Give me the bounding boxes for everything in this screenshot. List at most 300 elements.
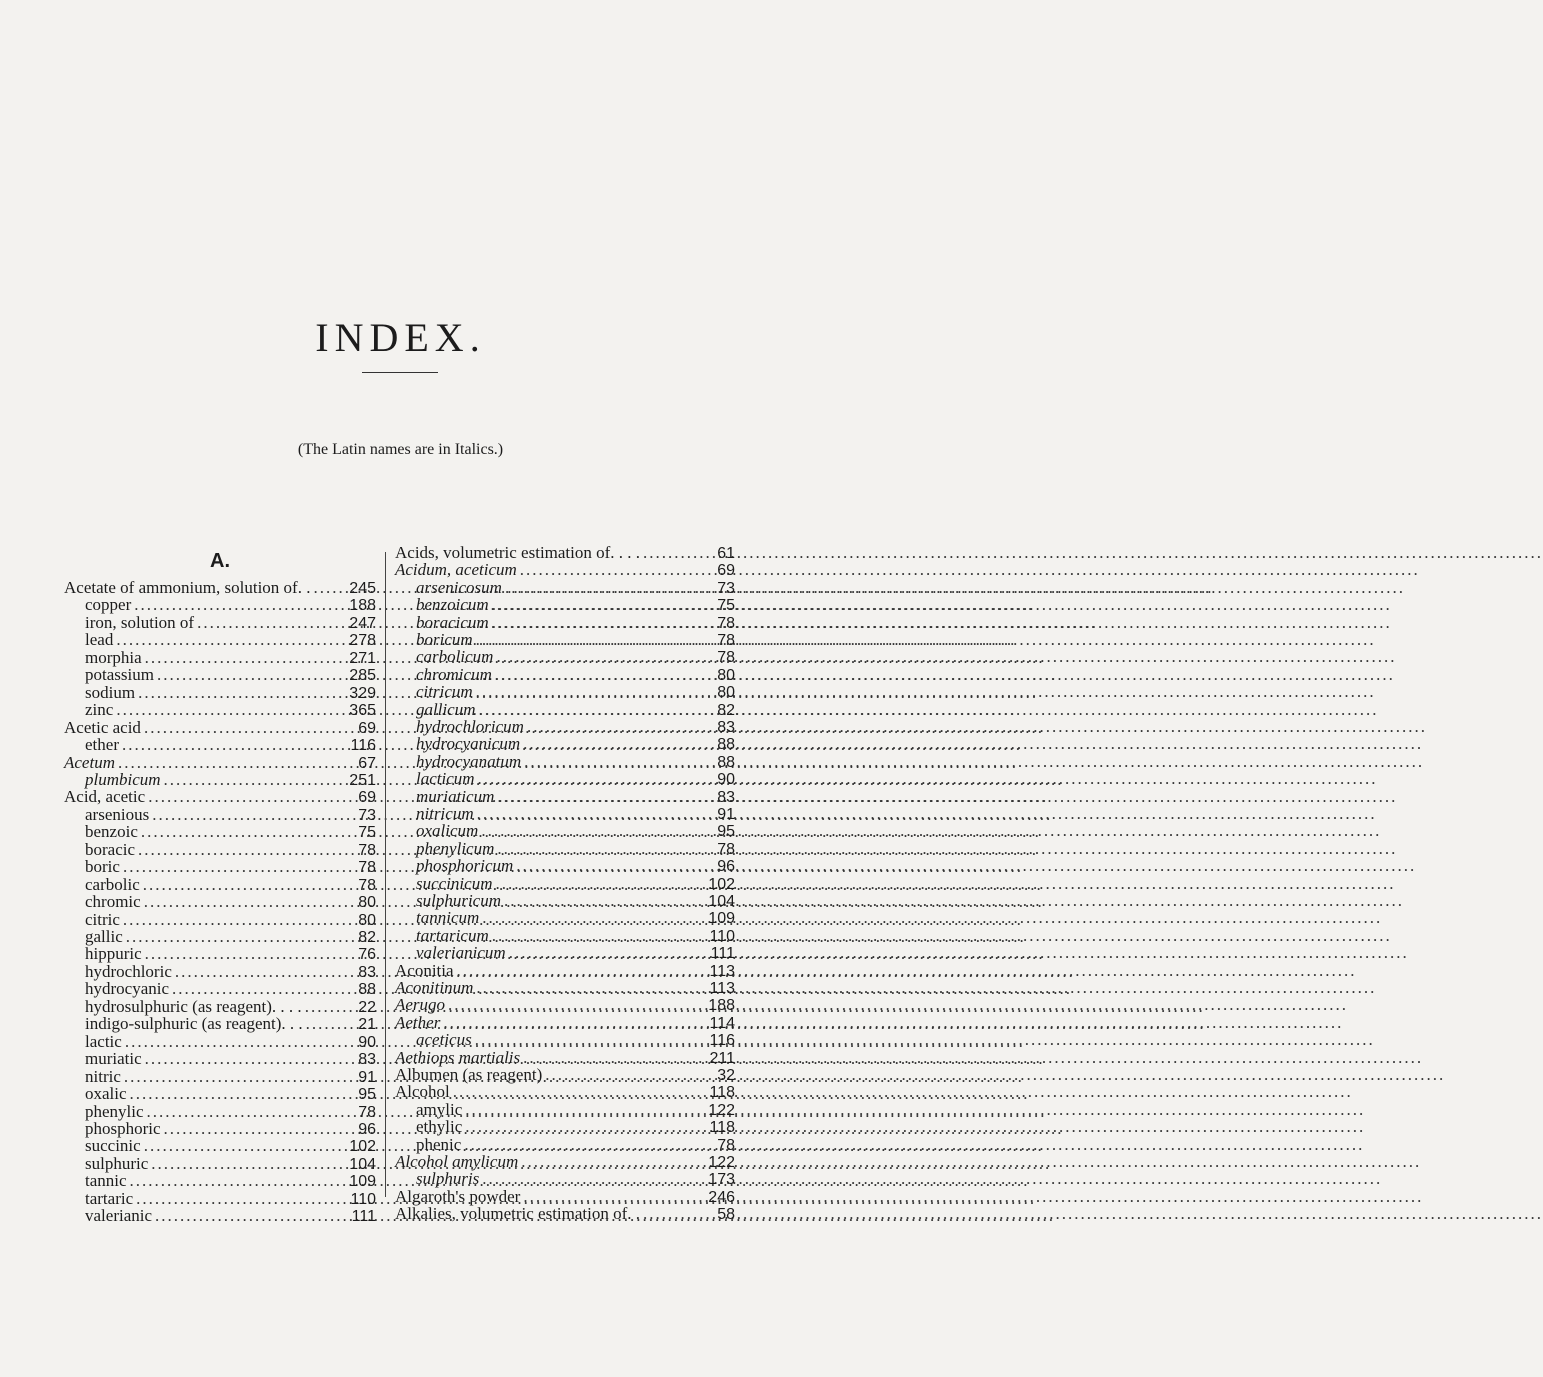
dot-leader (116, 700, 346, 719)
index-term: phenylicum (416, 838, 495, 858)
index-entry (395, 804, 735, 823)
index-entry (64, 1032, 376, 1051)
page-number: 110 (709, 927, 735, 945)
index-term: Acetum (64, 752, 115, 772)
index-term: tartaricum (416, 925, 489, 945)
index-entry (64, 875, 376, 894)
index-term: Aconitia (395, 960, 454, 980)
index-term: valerianic (85, 1206, 153, 1226)
page-number: 278 (349, 632, 376, 650)
index-entry (395, 1100, 735, 1119)
index-term: Albumen (as reagent) (395, 1065, 543, 1084)
page-number: 113 (709, 980, 735, 997)
page-number: 75 (358, 824, 376, 842)
index-entry (395, 1117, 735, 1136)
index-entry (395, 787, 735, 806)
dot-leader (197, 613, 346, 632)
dot-leader (477, 804, 715, 823)
index-entry (64, 1049, 376, 1068)
page-number: 78 (717, 614, 735, 632)
page-number: 82 (717, 701, 735, 719)
index-term: succinic (85, 1136, 141, 1156)
index-term: carbolicum (416, 647, 494, 667)
page-number: 90 (717, 771, 735, 789)
page-number: 90 (358, 1033, 376, 1051)
page-number: 365 (349, 702, 376, 720)
page-number: 78 (358, 876, 376, 894)
index-entry (64, 1136, 376, 1155)
page-number: 67 (358, 754, 376, 772)
dot-leader (148, 787, 355, 806)
index-entry (64, 718, 376, 737)
index-entry (395, 1187, 735, 1206)
index-term: boricum (416, 630, 473, 649)
index-term: potassium (85, 665, 154, 685)
page-number: 173 (708, 1171, 735, 1189)
index-entry (64, 962, 376, 981)
index-entry (395, 543, 735, 562)
dot-leader (306, 1014, 356, 1033)
index-term: boracic (85, 839, 136, 859)
index-entry (395, 978, 735, 997)
dot-leader (172, 979, 355, 998)
index-entry (395, 926, 735, 945)
dot-leader (124, 1067, 355, 1086)
page-number: 80 (717, 666, 735, 684)
page-number: 76 (358, 946, 376, 964)
dot-leader (175, 962, 355, 981)
index-entry (395, 630, 735, 649)
index-entry (395, 1135, 735, 1154)
dot-leader (147, 1102, 356, 1121)
index-term: sulphuricum (416, 891, 501, 910)
page-number: 246 (708, 1188, 735, 1206)
page-number: 88 (358, 981, 376, 999)
page-number: 69 (717, 562, 735, 580)
index-entry (64, 1171, 376, 1190)
index-term: muriatic (85, 1049, 142, 1069)
index-entry (64, 857, 376, 876)
index-term: copper (85, 595, 132, 615)
index-term: Aethiops martialis (395, 1047, 521, 1067)
page-number: 111 (710, 945, 735, 963)
index-entry (395, 1082, 735, 1101)
dot-leader (457, 961, 707, 980)
index-term: lacticum (416, 769, 475, 789)
dot-leader (443, 1013, 706, 1032)
dot-leader (492, 926, 707, 945)
index-term: phenic (416, 1134, 462, 1154)
index-entry (395, 578, 735, 597)
page-number: 329 (349, 684, 376, 702)
dot-leader (136, 1189, 347, 1208)
dot-leader (643, 1204, 714, 1223)
dot-leader (144, 1136, 347, 1155)
page-number: 109 (349, 1173, 376, 1191)
index-entry (64, 927, 376, 946)
page-number: 91 (358, 1068, 376, 1086)
page-number: 22 (358, 998, 376, 1016)
page-number: 78 (358, 859, 376, 877)
dot-leader (479, 700, 715, 719)
index-entry (395, 717, 735, 736)
index-entry (64, 892, 376, 911)
dot-leader (478, 769, 715, 788)
index-entry (395, 856, 735, 875)
index-term: Alkalies, volumetric estimation of. . (395, 1204, 641, 1224)
dot-leader (125, 1032, 355, 1051)
dot-leader (464, 1135, 714, 1154)
page-number: 102 (349, 1138, 376, 1156)
dot-leader (138, 683, 346, 702)
index-term: tartaric (85, 1188, 134, 1208)
dot-leader (126, 927, 355, 946)
index-entry (395, 769, 735, 788)
dot-leader (155, 1206, 349, 1225)
page-number: 116 (350, 737, 376, 755)
page-number: 247 (349, 614, 376, 632)
page-number: 82 (358, 929, 376, 946)
index-term: sodium (85, 682, 136, 702)
dot-leader (524, 752, 714, 771)
subtitle-note: (The Latin names are in Italics.) (297, 441, 504, 458)
index-entry (395, 560, 735, 579)
page-number: 111 (351, 1208, 376, 1226)
page-number: 61 (717, 545, 735, 562)
index-term: Acidum, aceticum (395, 560, 517, 580)
page-number: 69 (358, 719, 376, 737)
index-term: succinicum (416, 873, 493, 893)
index-term: gallic (85, 927, 123, 946)
index-entry (64, 753, 376, 772)
dot-leader (144, 718, 355, 737)
index-entry (395, 961, 735, 980)
dot-leader (505, 578, 714, 597)
dot-leader (545, 1065, 714, 1084)
page-number: 251 (349, 771, 376, 789)
index-term: lactic (85, 1031, 122, 1051)
index-term: ether (85, 735, 119, 755)
index-term: Acetic acid (64, 717, 141, 737)
dot-leader (145, 648, 347, 667)
page-number: 96 (358, 1120, 376, 1138)
index-entry (64, 1084, 376, 1103)
dot-leader (481, 821, 714, 840)
index-term: gallicum (416, 699, 476, 719)
dot-leader (492, 613, 714, 632)
index-term: boracicum (416, 612, 489, 632)
index-term: valerianicum (416, 943, 506, 963)
index-term: tannicum (416, 908, 480, 928)
dot-leader (164, 1119, 356, 1138)
dot-leader (122, 735, 348, 754)
index-term: muriaticum (416, 786, 495, 806)
page-number: 78 (358, 1103, 376, 1121)
index-entry (395, 682, 735, 701)
index-entry (64, 1189, 376, 1208)
index-entry (64, 840, 376, 859)
dot-leader (476, 978, 706, 997)
index-term: hydrochloricum (416, 717, 524, 736)
index-term: phosphoric (85, 1118, 161, 1138)
dot-leader (123, 910, 355, 929)
page-number: 188 (349, 597, 376, 615)
dot-leader (523, 1187, 705, 1206)
index-term: benzoicum (416, 595, 489, 615)
dot-leader (465, 1117, 706, 1136)
index-term: hydrocyanic (85, 979, 170, 999)
index-entry (64, 997, 376, 1016)
page-number: 80 (358, 894, 376, 912)
page-number: 118 (709, 1119, 735, 1137)
dot-leader (134, 595, 346, 614)
dot-leader (476, 630, 715, 649)
dot-leader (476, 682, 715, 701)
title-divider (362, 372, 438, 373)
index-entry (64, 595, 376, 614)
page-number: 69 (358, 789, 376, 807)
index-term: morphia (85, 647, 142, 667)
dot-leader (492, 595, 714, 614)
index-entry (64, 1206, 376, 1225)
dot-leader (164, 770, 347, 789)
section-letter: A. (210, 550, 230, 572)
page-number: 75 (717, 597, 735, 615)
index-term: oxalic (85, 1084, 127, 1104)
dot-leader (141, 822, 355, 841)
dot-leader (465, 1100, 705, 1119)
dot-leader (453, 1082, 707, 1101)
index-entry (64, 822, 376, 841)
index-term: iron, solution of (85, 612, 195, 632)
index-term: ethylic (416, 1117, 463, 1137)
dot-leader (523, 734, 714, 753)
index-entry (395, 908, 735, 927)
index-term: Acetate of ammonium, solution of. . (64, 578, 311, 597)
index-term: Acid, acetic (64, 787, 146, 807)
index-term: Alcohol amylicum (395, 1152, 519, 1171)
index-entry (395, 647, 735, 666)
dot-leader (495, 665, 714, 684)
page-number: 58 (717, 1206, 735, 1224)
index-entry (395, 752, 735, 771)
page-number: 113 (709, 962, 735, 980)
index-entry (395, 595, 735, 614)
dot-leader (495, 874, 705, 893)
page-number: 83 (717, 719, 735, 736)
dot-leader (138, 840, 355, 859)
index-term: citric (85, 909, 120, 929)
index-entry (64, 578, 376, 597)
page-number: 271 (349, 649, 376, 667)
index-entry (64, 630, 376, 649)
index-term: Acids, volumetric estimation of. . . . (395, 543, 641, 562)
page-number: 83 (717, 788, 735, 806)
index-term: chromic (85, 892, 141, 912)
dot-leader (130, 1171, 347, 1190)
index-entry (395, 1065, 735, 1084)
index-term: phenylic (85, 1101, 144, 1121)
dot-leader (448, 995, 705, 1014)
page-title: INDEX. (315, 315, 486, 360)
dot-leader (475, 1030, 707, 1049)
dot-leader (152, 805, 355, 824)
dot-leader (521, 1152, 705, 1171)
index-entry (64, 805, 376, 824)
dot-leader (313, 578, 346, 597)
index-term: nitric (85, 1066, 121, 1086)
index-entry (395, 995, 735, 1014)
index-term: phosphoricum (416, 856, 514, 876)
index-term: Aether (395, 1012, 441, 1032)
page-number: 83 (358, 1051, 376, 1069)
page-number: 114 (709, 1014, 735, 1032)
index-term: sulphuric (85, 1153, 149, 1173)
page-number: 78 (717, 649, 735, 667)
page-number: 104 (349, 1155, 376, 1173)
index-entry (64, 770, 376, 789)
dot-leader (118, 753, 355, 772)
page-number: 91 (717, 806, 735, 823)
index-entry (395, 943, 735, 962)
dot-leader (497, 839, 714, 858)
index-entry (64, 683, 376, 702)
index-entry (64, 665, 376, 684)
dot-leader (145, 944, 356, 963)
index-term: arsenious (85, 804, 150, 824)
index-entry (64, 1154, 376, 1173)
index-term: sulphuris (416, 1169, 480, 1189)
page-number: 109 (708, 910, 735, 928)
index-entry (64, 910, 376, 929)
index-term: hydrocyanatum (416, 751, 522, 771)
index-entry (395, 734, 735, 753)
dot-leader (509, 943, 708, 962)
index-entry (395, 700, 735, 719)
dot-leader (482, 908, 705, 927)
page-number: 88 (717, 753, 735, 771)
page-number: 73 (717, 579, 735, 597)
page-number: 32 (717, 1067, 735, 1084)
page-number: 80 (717, 684, 735, 702)
page-number: 95 (358, 1086, 376, 1104)
page-number: 80 (358, 911, 376, 929)
index-term: Algaroth's powder (395, 1186, 521, 1206)
page-number: 102 (708, 875, 735, 893)
page-number: 21 (358, 1016, 376, 1034)
column-divider (385, 552, 386, 1197)
dot-leader (520, 560, 714, 579)
index-entry (395, 1169, 735, 1188)
page-number: 116 (709, 1032, 735, 1050)
page-number: 78 (717, 632, 735, 649)
dot-leader (145, 1049, 356, 1068)
page-number: 83 (358, 963, 376, 981)
index-entry (395, 839, 735, 858)
index-entry (395, 891, 735, 910)
index-entry (64, 1067, 376, 1086)
index-entry (64, 613, 376, 632)
index-entry (395, 1030, 735, 1049)
index-entry (64, 700, 376, 719)
index-entry (64, 787, 376, 806)
dot-leader (527, 717, 714, 736)
index-entry (395, 874, 735, 893)
dot-leader (516, 856, 714, 875)
index-entry (395, 665, 735, 684)
dot-leader (157, 665, 346, 684)
index-term: Alcohol (395, 1082, 450, 1102)
index-term: zinc (85, 700, 114, 720)
page-number: 78 (717, 1136, 735, 1154)
index-entry (395, 1152, 735, 1171)
page-number: 122 (708, 1101, 735, 1119)
index-term: aceticus (416, 1030, 472, 1050)
index-term: amylic (416, 1099, 463, 1119)
index-term: plumbicum (85, 769, 161, 789)
page-number: 211 (709, 1049, 735, 1067)
index-entry (395, 821, 735, 840)
page-number: 88 (717, 736, 735, 754)
index-term: oxalicum (416, 821, 479, 841)
dot-leader (143, 875, 355, 894)
dot-leader (130, 1084, 356, 1103)
dot-leader (643, 543, 714, 562)
dot-leader (123, 857, 355, 876)
page-number: 104 (708, 893, 735, 910)
index-entry (395, 613, 735, 632)
page-number: 110 (350, 1190, 376, 1208)
page-number: 122 (708, 1154, 735, 1171)
dot-leader (497, 787, 714, 806)
dot-leader (116, 630, 346, 649)
index-entry (64, 1119, 376, 1138)
index-term: hydrocyanicum (416, 734, 521, 754)
index-term: hydrochloric (85, 961, 172, 981)
index-entry (395, 1204, 735, 1223)
page-number: 78 (358, 841, 376, 859)
page-number: 95 (717, 823, 735, 841)
index-term: Aerugo (395, 995, 446, 1015)
index-term: hippuric (85, 944, 142, 964)
page-number: 118 (709, 1084, 735, 1102)
index-entry (395, 1048, 735, 1067)
page-number: 245 (349, 580, 376, 597)
index-term: indigo-sulphuric (as reagent). . . (85, 1014, 303, 1034)
index-term: carbolic (85, 874, 140, 894)
page-number: 285 (349, 667, 376, 685)
index-entry (64, 1102, 376, 1121)
index-term: arsenicosum (416, 577, 502, 597)
index-term: chromicum (416, 664, 492, 684)
dot-leader (151, 1154, 346, 1173)
index-term: tannic (85, 1171, 127, 1191)
page-number: 96 (717, 858, 735, 876)
index-term: benzoic (85, 822, 138, 842)
dot-leader (305, 997, 356, 1016)
index-term: boric (85, 857, 120, 877)
index-entry (64, 979, 376, 998)
page-number: 188 (708, 997, 735, 1015)
page-number: 78 (717, 840, 735, 858)
page-number: 73 (358, 806, 376, 824)
index-entry (64, 648, 376, 667)
index-entry (64, 1014, 376, 1033)
index-entry (64, 735, 376, 754)
dot-leader (496, 647, 714, 666)
index-term: lead (85, 630, 114, 650)
dot-leader (523, 1048, 706, 1067)
